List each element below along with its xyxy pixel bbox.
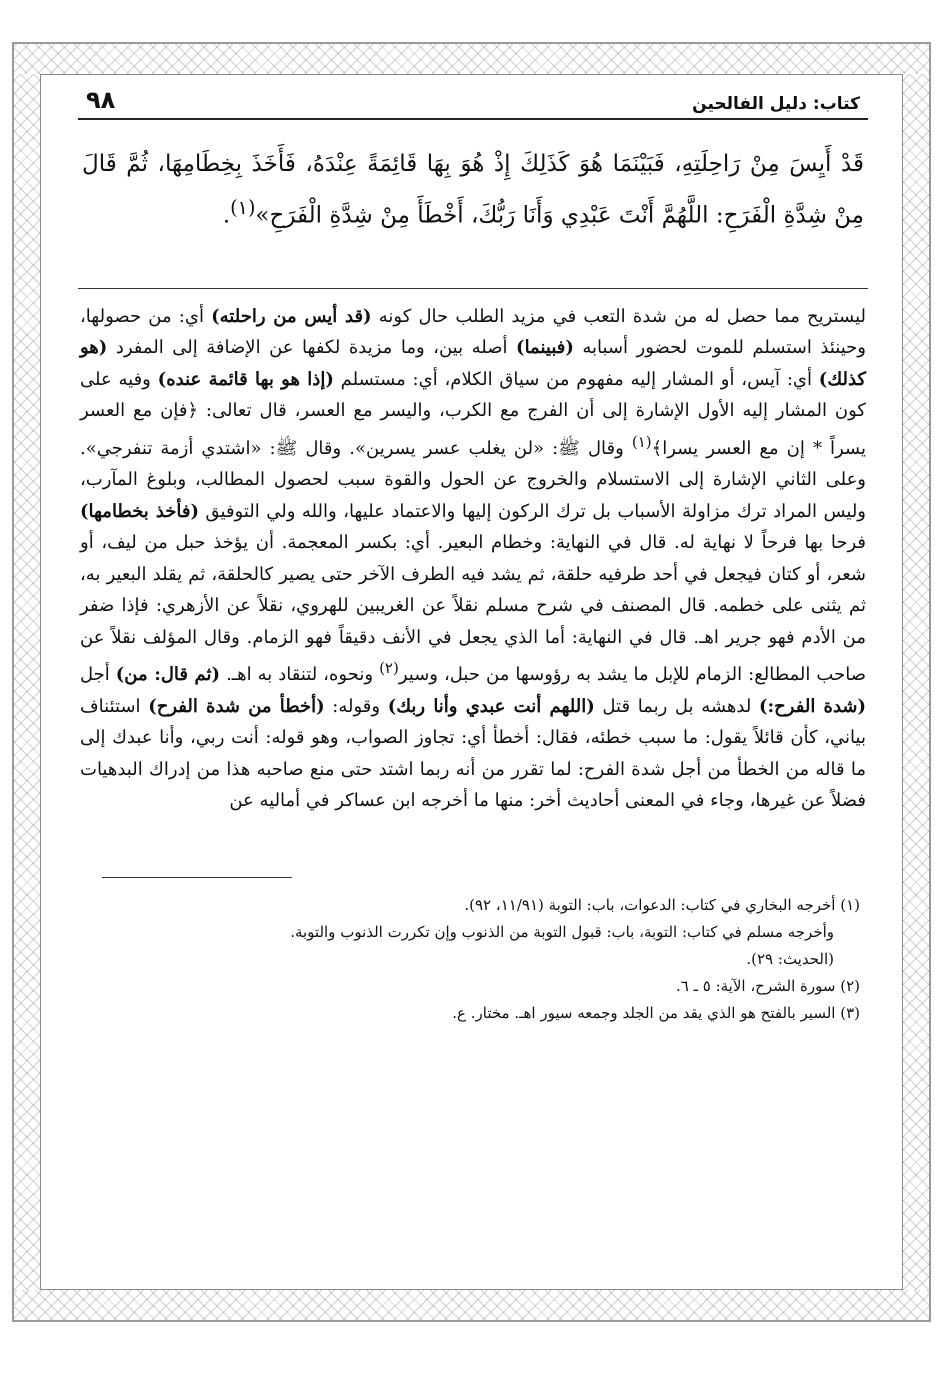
commentary-segment: فرحا بها فرحاً لا نهاية له. قال في النهاية: وخطام البعير. أي: بكسر المعجمة. أن يؤخذ حبل من ليف، أو شعر، أو كتان فيجعل في أحد طرفيه حلقة، ثم يشد فيه الطرف الآخر حتى يصير كالحلقة، ثم يقلد البعير به، ثم يثنى على خطمه. قال المصنف في شرح مسلم نقلاً عن الغريبين للهروي، نقلاً عن الأزهري: فإذا ضفر من الأدم فهو جرير اهـ. قال في النهاية: أما الذي يجعل في الأنف دقيقاً فهو الزمام. وقال المؤلف نقلاً عن صاحب المطالع: الزمام للإبل ما يشد به رؤوسها من حبل، وسير [80,532,866,686]
commentary-segment: وفيه على كون المشار إليه الأول الإشارة إلى أن الفرج مع الكرب، واليسر مع العسر، قال تعالى: ﴿فإن مع العسر يسراً * إن مع العسر يسرا﴾ [80,368,866,459]
quoted-phrase: (قد أيس من راحلته) [211,305,372,327]
section-divider [78,288,868,289]
commentary-segment: وقوله: [332,695,381,717]
quoted-phrase: (ثم قال: من) [115,664,221,686]
commentary-segment: أي: آيس، أو المشار إليه مفهوم من سياق الكلام، أي: مستسلم [340,368,812,390]
commentary-segment: وقال ﷺ: «لن يغلب عسر يسرين». وقال ﷺ: «اشتدي أزمة تنفرجي». وعلى الثاني الإشارة إلى الاستسلام والخروج عن الحول والقوة سبب لحصول المطالب، وبلوغ المآرب، وليس المراد ترك مزاولة الأسباب بل ترك الركون إليها والاعتماد عليها، والله ولي التوفيق [80,437,867,522]
quoted-phrase: (فبينما) [516,337,574,359]
footnote-1-hadith: (الحديث: ٢٩). [746,949,834,968]
page-number: ٩٨ [86,86,116,114]
quoted-phrase: (هو كذلك) [80,337,866,390]
ornament-border-top [14,44,929,74]
commentary-text [78,301,868,817]
commentary-segment: لدهشه بل ربما قتل [602,695,752,717]
quoted-phrase: (اللهم أنت عبدي وأنا ربك) [387,695,595,717]
hadith-end: . [222,202,231,229]
footnote-ref: (١) [230,196,256,219]
page-content [78,78,868,1288]
quoted-phrase: (فأخذ بخطامها) [80,500,200,522]
footnote-divider [102,877,292,878]
footnote-1-continued: وأخرجه مسلم في كتاب: التوبة، باب: قبول التوبة من الذنوب وإن تكررت الذنوب والتوبة. [290,922,834,941]
book-title: كتاب: دليل الفالحين [692,94,860,114]
commentary-segment: ليستريح مما حصل له من شدة التعب في مزيد الطلب حال كونه [378,305,867,327]
footnote-1: (١) أخرجه البخاري في كتاب: الدعوات، باب: التوبة (١١/٩١، ٩٢). [464,895,860,914]
page-header [78,78,868,120]
ornament-border-right [903,74,929,1290]
commentary-segment: أصله بين، وما مزيدة لكفها عن الإضافة إلى المفرد [115,337,508,359]
footnote-2: (٢) سورة الشرح، الآية: ٥ ـ ٦. [675,976,860,995]
commentary-segment: ونحوه، لتنقاد به اهـ. [226,664,374,686]
hadith-text [78,142,868,238]
footnotes [78,892,868,1027]
footnote-ref: (٢) [379,659,399,678]
commentary-segment: أجل [80,664,110,686]
ornament-border-bottom [14,1290,929,1320]
footnote-ref: (١) [631,432,652,451]
commentary-segment: أي: من حصولها، وحينئذ استسلم للموت لحضور أسبابه [80,305,866,359]
quoted-phrase: (شدة الفرح:) [759,695,866,717]
hadith-body: قَدْ أَيِسَ مِنْ رَاحِلَتِهِ، فَبَيْنَمَا هُوَ كَذَلِكَ إِذْ هُوَ بِهَا قَائِمَةً عِنْدَهُ، فَأَخَذَ بِخِطَامِهَا، ثُمَّ قَالَ مِنْ شِدَّةِ الْفَرَحِ: اللَّهُمَّ أَنْتَ عَبْدِي وَأَنَا رَبُّكَ، أَخْطَأَ مِنْ شِدَّةِ الْفَرَحِ» [82,151,864,229]
quoted-phrase: (إذا هو بها قائمة عنده) [157,368,334,390]
footnote-3: (٣) السير بالفتح هو الذي يقد من الجلد وجمعه سيور اهـ. مختار. ع. [452,1003,860,1022]
quoted-phrase: (أخطأ من شدة الفرح) [148,695,325,717]
ornament-border-left [14,74,40,1290]
commentary-segment: استئناف بياني، كأن قائلاً يقول: ما سبب خطئه، فقال: أخطأ أي: تجاوز الصواب، وهو قوله: أنت ربي، وأنا عبدك إلى ما قاله من الخطأ من أجل شدة الفرح: لما تقرر من أنه ربما اشتد حتى منع صاحبه هذا من إدراك البدهيات فضلاً عن غيرها، وجاء في المعنى أحاديث أخر: منها ما أخرجه ابن عساكر في أماليه عن [80,695,866,812]
